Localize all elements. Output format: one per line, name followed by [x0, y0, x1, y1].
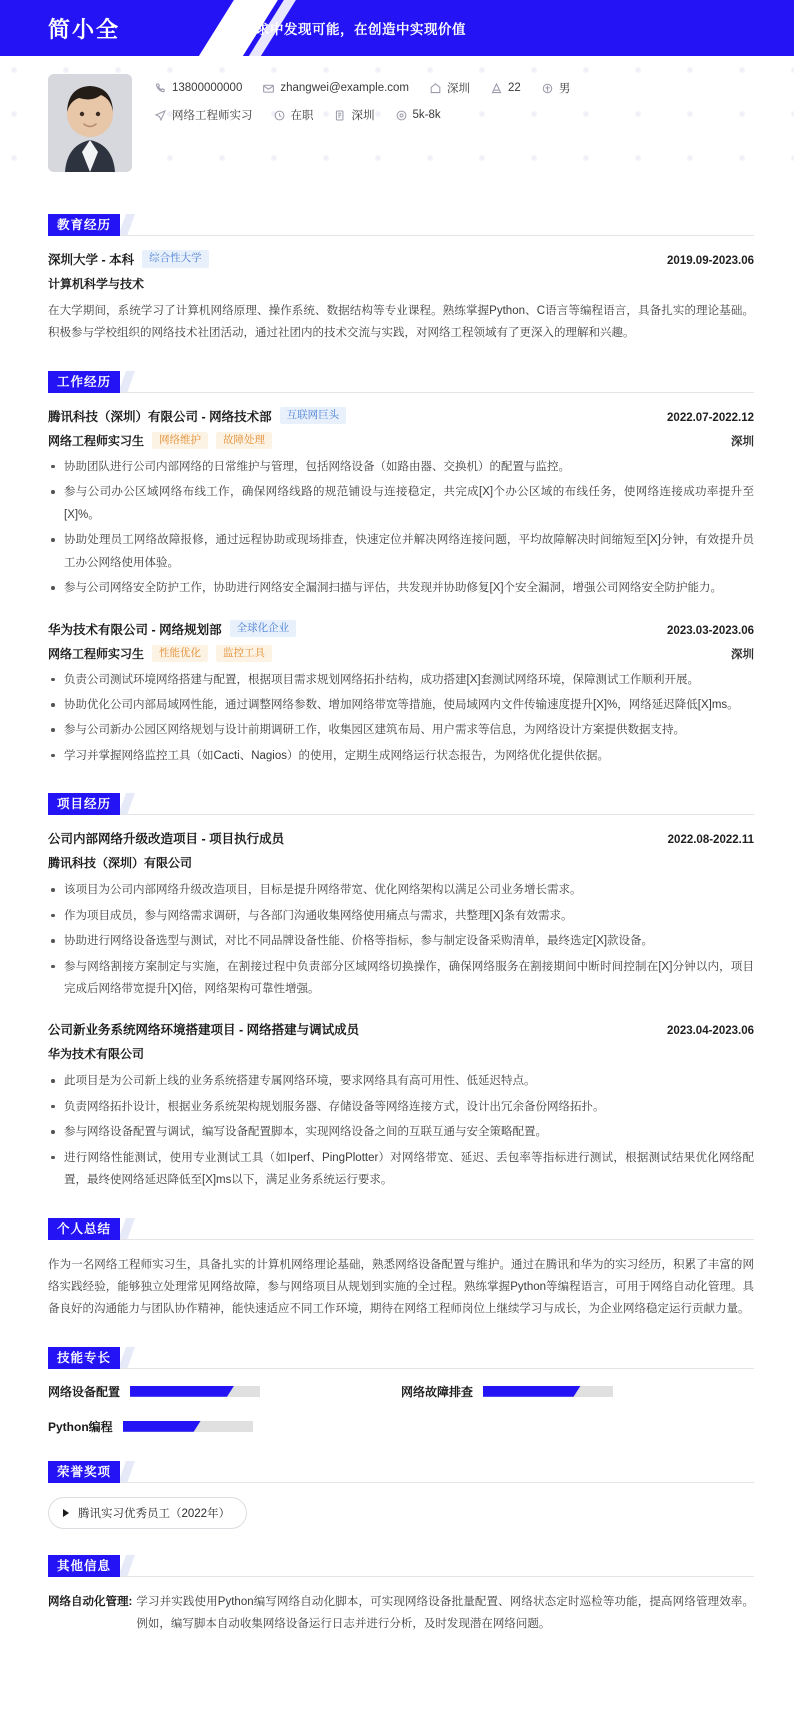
project-company: 华为技术有限公司	[48, 1047, 145, 1062]
location-icon	[429, 82, 442, 95]
contact-salary-value: 5k-8k	[412, 109, 441, 121]
work-bullet: 参与公司新办公园区网络规划与设计前期调研工作，收集园区建筑布局、用户需求等信息，为网络设计方案提供数据支持。	[48, 719, 754, 741]
work-bullet: 参与公司网络安全防护工作，协助进行网络安全漏洞扫描与评估，共发现并协助修复[X]个安全漏洞，增强公司网络安全防护能力。	[48, 577, 754, 599]
status-icon	[273, 109, 286, 122]
work-company: 腾讯科技（深圳）有限公司 - 网络技术部	[48, 409, 272, 424]
section-divider	[48, 1239, 754, 1240]
skill-progress-fill	[483, 1386, 581, 1397]
education-entry	[48, 250, 754, 345]
avatar	[48, 74, 132, 172]
education-date: 2019.09-2023.06	[667, 255, 754, 267]
other-info-label: 网络自动化管理:	[48, 1595, 133, 1608]
project-date: 2022.08-2022.11	[667, 834, 754, 847]
header-slogan: 在追求中发现可能，在创造中实现价值	[228, 22, 467, 37]
work-location: 深圳	[731, 435, 754, 448]
project-entry	[48, 829, 754, 1000]
contact-email	[262, 82, 409, 95]
skill-progress-bar	[483, 1386, 613, 1397]
education-entry-header	[48, 250, 754, 268]
contact-location-value: 深圳	[447, 83, 471, 95]
skill-progress-bar	[130, 1386, 260, 1397]
contact-phone	[154, 82, 242, 95]
project-entry-header	[48, 829, 754, 847]
work-company-tag: 互联网巨头	[280, 407, 347, 424]
project-bullet: 进行网络性能测试，使用专业测试工具（如Iperf、PingPlotter）对网络带宽、延迟、丢包率等指标进行测试，根据测试结果优化网络配置，最终使网络延迟降低至[X]ms以下，满足业务系统运行要求。	[48, 1147, 754, 1192]
section-divider	[48, 1576, 754, 1577]
contact-row-secondary	[154, 107, 754, 123]
section-title-tail	[118, 1218, 135, 1240]
work-bullet: 参与公司办公区域网络布线工作，确保网络线路的规范铺设与连接稳定，共完成[X]个办公区域的布线任务，使网络连接成功率提升至[X]%。	[48, 481, 754, 526]
section-header-awards	[48, 1461, 754, 1483]
work-bullet-list	[48, 669, 754, 768]
position-icon	[154, 109, 167, 122]
project-company: 腾讯科技（深圳）有限公司	[48, 856, 193, 871]
section-work	[48, 371, 754, 767]
contact-status	[273, 107, 314, 123]
work-entry	[48, 620, 754, 768]
project-bullet: 此项目是为公司新上线的业务系统搭建专属网络环境，要求网络具有高可用性、低延迟特点。	[48, 1070, 754, 1092]
contact-info	[154, 74, 754, 134]
work-bullet-list	[48, 456, 754, 600]
contact-position	[154, 107, 253, 123]
education-major: 计算机科学与技术	[48, 277, 145, 291]
section-education	[48, 214, 754, 345]
section-title-work: 工作经历	[48, 371, 120, 393]
work-role: 网络工程师实习生	[48, 433, 145, 448]
work-bullet: 协助处理员工网络故障报修，通过远程协助或现场排查，快速定位并解决网络连接问题，平均故障解决时间缩短至[X]分钟，有效提升员工办公网络使用体验。	[48, 529, 754, 574]
project-bullet: 负责网络拓扑设计，根据业务系统架构规划服务器、存储设备等网络连接方式，设计出冗余备份网络拓扑。	[48, 1096, 754, 1118]
contact-age	[490, 82, 521, 95]
salary-icon	[395, 109, 408, 122]
section-other-info	[48, 1555, 754, 1636]
project-bullet: 参与网络设备配置与调试，编写设备配置脚本，实现网络设备之间的互联互通与安全策略配置。	[48, 1121, 754, 1143]
section-title-awards: 荣誉奖项	[48, 1461, 120, 1483]
section-header-project	[48, 793, 754, 815]
project-bullet: 协助进行网络设备选型与测试，对比不同品牌设备性能、价格等指标，参与制定设备采购清单，最终选定[X]款设备。	[48, 930, 754, 952]
education-description: 在大学期间，系统学习了计算机网络原理、操作系统、数据结构等专业课程。熟练掌握Python、C语言等编程语言，具备扎实的理论基础。积极参与学校组织的网络技术社团活动，通过社团内的技术交流与实践，对网络工程领域有了更深入的理解和兴趣。	[48, 305, 754, 340]
section-title-project: 项目经历	[48, 793, 120, 815]
project-bullet-list	[48, 1070, 754, 1191]
section-title-skills: 技能专长	[48, 1347, 120, 1369]
work-skill-tag: 监控工具	[216, 645, 272, 662]
work-role: 网络工程师实习生	[48, 646, 145, 661]
skill-progress-fill	[130, 1386, 234, 1397]
section-title-other-info: 其他信息	[48, 1555, 120, 1577]
project-date: 2023.04-2023.06	[667, 1025, 754, 1038]
contact-salary	[395, 109, 441, 122]
section-title-tail	[118, 371, 135, 393]
resume-header-banner	[0, 0, 794, 56]
section-title-education: 教育经历	[48, 214, 120, 236]
award-label: 腾讯实习优秀员工（2022年）	[78, 1507, 231, 1520]
other-info-item	[48, 1591, 754, 1636]
skill-label: 网络设备配置	[48, 1384, 121, 1399]
education-school: 深圳大学 - 本科	[48, 253, 135, 267]
section-summary	[48, 1218, 754, 1321]
work-location: 深圳	[731, 648, 754, 661]
project-entry	[48, 1020, 754, 1191]
skill-progress-fill	[123, 1421, 201, 1432]
skills-list	[48, 1383, 754, 1435]
award-chip[interactable]	[48, 1497, 247, 1529]
contact-city-value: 深圳	[351, 110, 375, 122]
work-date: 2023.03-2023.06	[667, 624, 754, 637]
work-role-row	[48, 645, 754, 662]
play-triangle-icon	[63, 1509, 69, 1517]
skill-progress-bar	[123, 1421, 253, 1432]
contact-row-primary	[154, 80, 754, 96]
contact-age-value: 22	[508, 82, 521, 94]
page-title: 简小全	[48, 16, 121, 42]
section-header-other-info	[48, 1555, 754, 1577]
section-title-tail	[118, 214, 135, 236]
age-icon	[490, 82, 503, 95]
project-bullet: 参与网络割接方案制定与实施，在割接过程中负责部分区域网络切换操作，确保网络服务在割接期间中断时间控制在[X]分钟以内，项目完成后网络带宽提升[X]倍，网络架构可靠性增强。	[48, 956, 754, 1001]
work-entry-header	[48, 407, 754, 425]
section-header-education	[48, 214, 754, 236]
section-divider	[48, 814, 754, 815]
work-entry	[48, 407, 754, 600]
work-skill-tag: 性能优化	[152, 645, 208, 662]
contact-gender	[541, 80, 571, 96]
project-bullet: 该项目为公司内部网络升级改造项目，目标是提升网络带宽、优化网络架构以满足公司业务增长需求。	[48, 879, 754, 901]
work-skill-tag: 故障处理	[216, 432, 272, 449]
work-role-row	[48, 432, 754, 449]
section-header-skills	[48, 1347, 754, 1369]
skill-label: 网络故障排查	[401, 1384, 474, 1399]
work-entry-header	[48, 620, 754, 638]
work-bullet: 协助优化公司内部局域网性能，通过调整网络参数、增加网络带宽等措施，使局域网内文件传输速度提升[X]%，网络延迟降低[X]ms。	[48, 694, 754, 716]
work-company: 华为技术有限公司 - 网络规划部	[48, 622, 222, 637]
work-bullet: 协助团队进行公司内部网络的日常维护与管理，包括网络设备（如路由器、交换机）的配置与监控。	[48, 456, 754, 478]
project-bullet: 作为项目成员，参与网络需求调研，与各部门沟通收集网络使用痛点与需求，共整理[X]条有效需求。	[48, 905, 754, 927]
profile-section	[0, 56, 794, 188]
project-name: 公司内部网络升级改造项目 - 项目执行成员	[48, 832, 285, 847]
section-skills	[48, 1347, 754, 1435]
education-tag: 综合性大学	[142, 250, 209, 267]
skill-label: Python编程	[48, 1419, 113, 1434]
contact-status-value: 在职	[290, 110, 314, 122]
section-divider	[48, 1368, 754, 1369]
section-title-tail	[118, 1555, 135, 1577]
project-bullet-list	[48, 879, 754, 1000]
section-divider	[48, 235, 754, 236]
section-title-tail	[118, 1347, 135, 1369]
project-entry-header	[48, 1020, 754, 1038]
contact-location	[429, 80, 470, 96]
gender-icon	[541, 82, 554, 95]
project-name: 公司新业务系统网络环境搭建项目 - 网络搭建与调试成员	[48, 1023, 360, 1038]
section-header-work	[48, 371, 754, 393]
page-bottom-spacer	[48, 1636, 754, 1658]
section-awards	[48, 1461, 754, 1529]
section-header-summary	[48, 1218, 754, 1240]
contact-phone-value: 13800000000	[172, 82, 243, 94]
contact-position-value: 网络工程师实习	[172, 110, 253, 122]
work-skill-tag: 网络维护	[152, 432, 208, 449]
work-bullet: 负责公司测试环境网络搭建与配置，根据项目需求规划网络拓扑结构，成功搭建[X]套测试网络环境，保障测试工作顺利开展。	[48, 669, 754, 691]
summary-text: 作为一名网络工程师实习生，具备扎实的计算机网络理论基础，熟悉网络设备配置与维护。通过在腾讯和华为的实习经历，积累了丰富的网络实践经验，能够独立处理常见网络故障，参与网络项目从规划到实施的全过程。熟练掌握Python等编程语言，可用于网络自动化管理。具备良好的沟通能力与团队协作精神，能快速适应不同工作环境，期待在网络工程师岗位上继续学习与成长，为企业网络稳定运行贡献力量。	[48, 1258, 754, 1316]
city-icon	[334, 109, 347, 122]
section-divider	[48, 1482, 754, 1483]
section-title-summary: 个人总结	[48, 1218, 120, 1240]
contact-city	[334, 107, 375, 123]
contact-gender-value: 男	[558, 83, 571, 95]
section-title-tail	[118, 1461, 135, 1483]
skill-item	[401, 1383, 754, 1400]
section-project	[48, 793, 754, 1191]
work-date: 2022.07-2022.12	[667, 411, 754, 424]
skill-item	[48, 1383, 401, 1400]
phone-icon	[154, 82, 167, 95]
skill-item	[48, 1418, 401, 1435]
contact-email-value: zhangwei@example.com	[280, 82, 410, 94]
awards-list	[48, 1497, 754, 1529]
section-divider	[48, 392, 754, 393]
work-company-tag: 全球化企业	[230, 620, 297, 637]
email-icon	[262, 82, 275, 95]
other-info-text: 学习并实践使用Python编写网络自动化脚本，可实现网络设备批量配置、网络状态定时巡检等功能，提高网络管理效率。例如，编写脚本自动收集网络设备运行日志并进行分析，及时发现潜在网络问题。	[136, 1595, 754, 1631]
work-bullet: 学习并掌握网络监控工具（如Cacti、Nagios）的使用，定期生成网络运行状态报告，为网络优化提供依据。	[48, 745, 754, 767]
section-title-tail	[118, 793, 135, 815]
